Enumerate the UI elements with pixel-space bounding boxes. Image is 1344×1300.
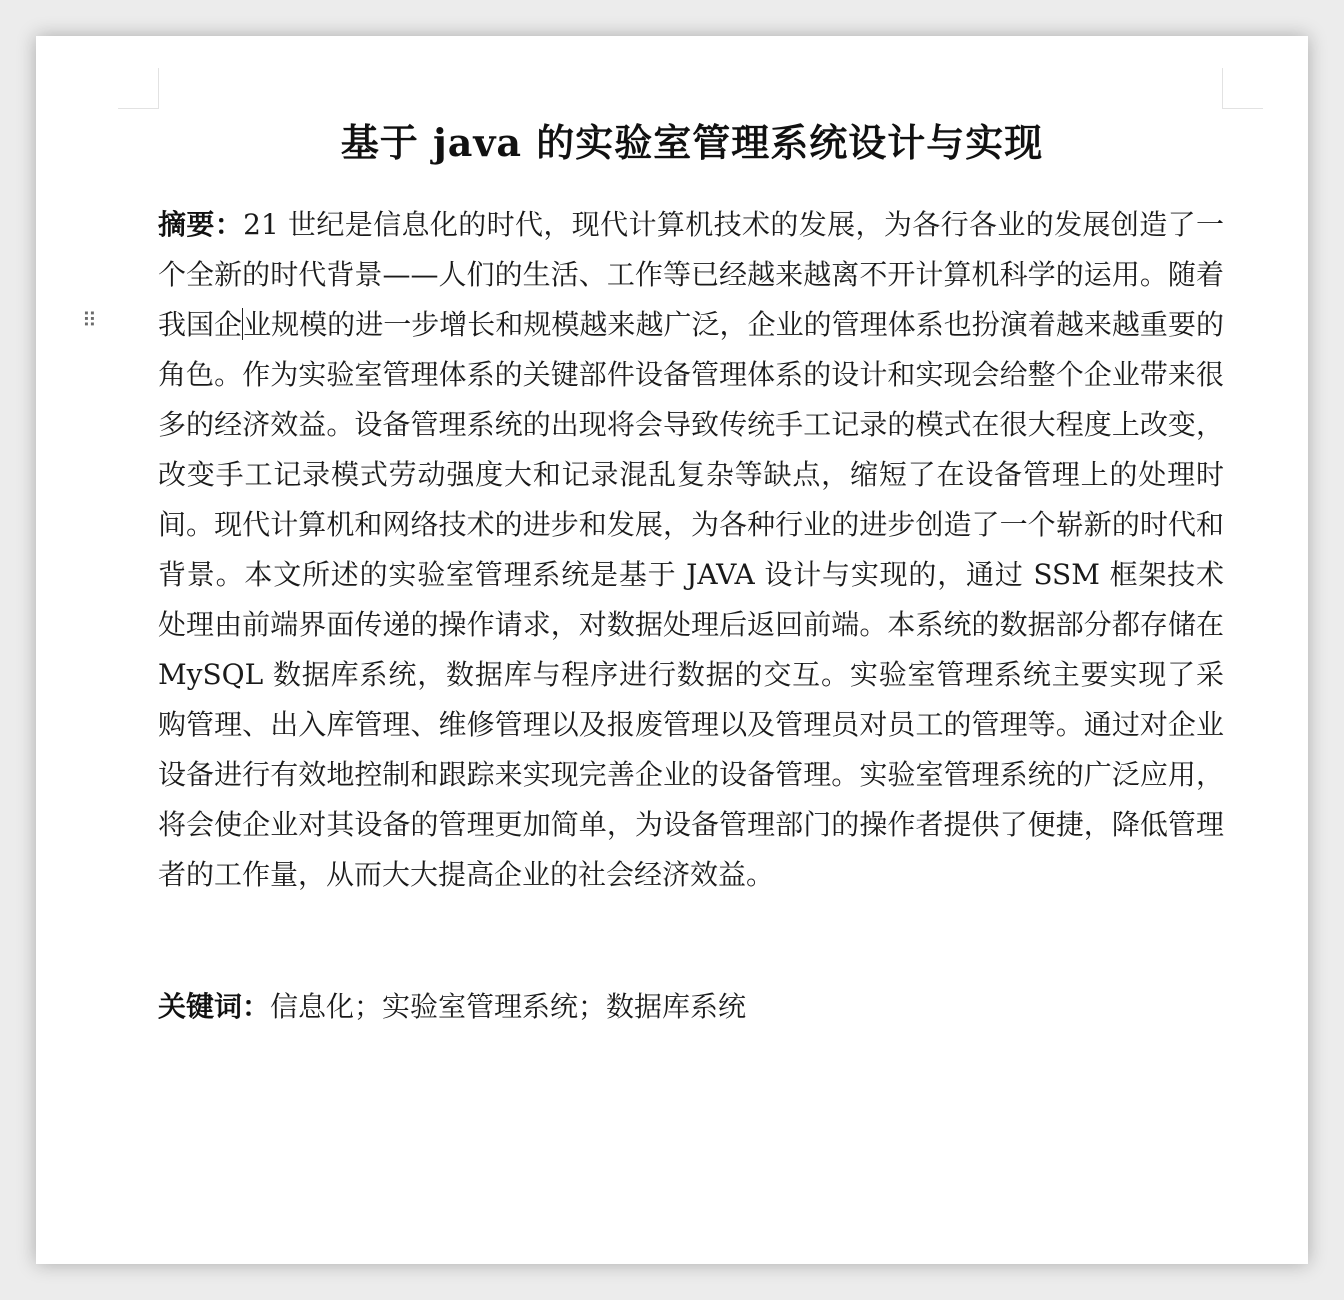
keywords-label: 关键词： bbox=[158, 990, 271, 1023]
abstract-label: 摘要： bbox=[158, 208, 244, 241]
abstract-paragraph[interactable] bbox=[158, 200, 1224, 900]
document-page bbox=[36, 36, 1308, 1264]
keywords-paragraph[interactable] bbox=[158, 982, 1224, 1032]
abstract-text-part-2: 业规模的进一步增长和规模越来越广泛，企业的管理体系也扮演着越来越重要的角色。作为实验室管理体系的关键部件设备管理体系的设计和实现会给整个企业带来很多的经济效益。设备管理系统的出现将会导致传统手工记录的模式在很大程度上改变，改变手工记录模式劳动强度大和记录混乱复杂等缺点，缩短了在设备管理上的处理时间。现代计算机和网络技术的进步和发展，为各种行业的进步创造了一个崭新的时代和背景。本文所述的实验室管理系统是基于 JAVA 设计与实现的，通过 SSM 框架技术处理由前端界面传递的操作请求，对数据处理后返回前端。本系统的数据部分都存储在 MySQL 数据库系统，数据库与程序进行数据的交互。实验室管理系统主要实现了采购管理、出入库管理、维修管理以及报废管理以及管理员对员工的管理等。通过对企业设备进行有效地控制和跟踪来实现完善企业的设备管理。实验室管理系统的广泛应用，将会使企业对其设备的管理更加简单，为设备管理部门的操作者提供了便捷，降低管理者的工作量，从而大大提高企业的社会经济效益。 bbox=[158, 308, 1224, 891]
keywords-text: 信息化；实验室管理系统；数据库系统 bbox=[270, 990, 747, 1023]
drag-handle-icon[interactable]: ⠿ bbox=[82, 308, 97, 332]
page-margin-corner-top-left bbox=[118, 68, 159, 109]
document-title[interactable]: 基于 java 的实验室管理系统设计与实现 bbox=[340, 120, 1044, 165]
page-margin-corner-top-right bbox=[1222, 68, 1263, 109]
abstract-text-part-1: 21 世纪是信息化的时代，现代计算机技术的发展，为各行各业的发展创造了一个全新的时代背景——人们的生活、工作等已经越来越离不开计算机科学的运用。随着我国企 bbox=[158, 208, 1224, 341]
